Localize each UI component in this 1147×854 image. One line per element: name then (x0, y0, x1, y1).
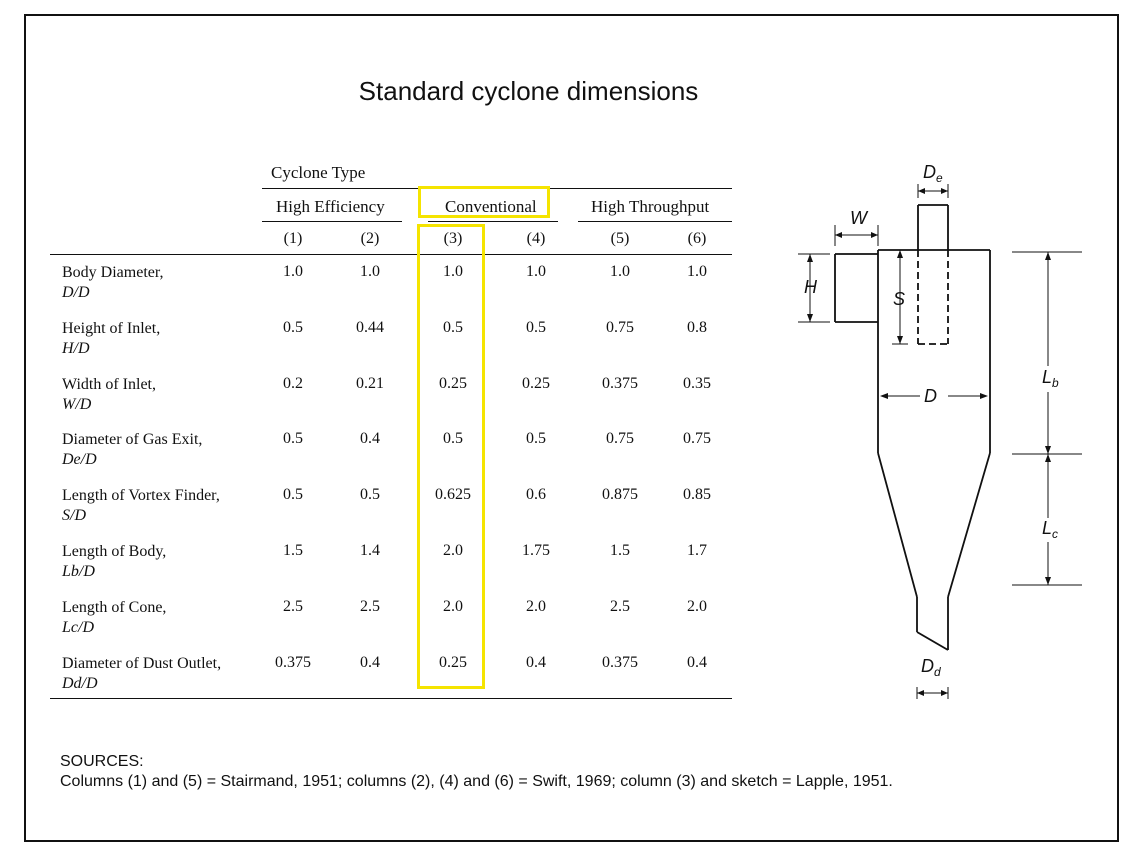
table-cell: 1.0 (526, 263, 546, 280)
header-rule-2c (578, 221, 732, 222)
label-h: H (804, 277, 817, 297)
table-cell: 0.5 (283, 319, 303, 336)
header-rule-3 (50, 254, 732, 255)
table-cell: 0.875 (602, 486, 638, 503)
table-cell: 0.5 (526, 319, 546, 336)
table-cell: 0.375 (275, 654, 311, 671)
table-cell: 1.5 (610, 542, 630, 559)
row-label (62, 430, 202, 470)
table-cell: 1.0 (610, 263, 630, 280)
label-lc: $L_c$ (1042, 518, 1059, 541)
dust-outlet (917, 597, 948, 650)
table-cell: 0.75 (606, 319, 634, 336)
table-cell: 0.75 (683, 430, 711, 447)
table-cell: 0.25 (439, 654, 467, 671)
label-lb: $L_b$ (1042, 367, 1059, 390)
table-cell: 0.4 (526, 654, 546, 671)
column-number-header: (2) (360, 230, 380, 247)
label-w: W (850, 208, 867, 228)
column-3-highlight (417, 224, 485, 689)
sources-heading: SOURCES: (60, 753, 144, 770)
column-number-header: (3) (443, 230, 463, 247)
row-label (62, 375, 156, 415)
row-label-text: Length of Cone, (62, 599, 167, 616)
table-bottom-rule (50, 698, 732, 699)
table-cell: 2.0 (687, 598, 707, 615)
table-cell: 2.5 (360, 598, 380, 615)
row-symbol: W/D (62, 396, 92, 413)
row-symbol: Lc/D (62, 619, 94, 636)
table-cell: 1.0 (443, 263, 463, 280)
label-de: $D_e$ (923, 162, 943, 185)
table-cell: 0.21 (356, 375, 384, 392)
column-number-header: (5) (610, 230, 630, 247)
table-cell: 0.375 (602, 375, 638, 392)
cyclone-type-header: Cyclone Type (271, 163, 366, 182)
table-cell: 0.5 (283, 486, 303, 503)
row-label (62, 542, 166, 582)
cyclone-sketch (790, 150, 1100, 710)
column-number-header: (6) (687, 230, 707, 247)
header-rule-2a (262, 221, 402, 222)
row-label (62, 319, 160, 359)
row-label-text: Diameter of Dust Outlet, (62, 655, 222, 672)
cyclone-cone (878, 453, 990, 597)
cyclone-body (878, 250, 990, 453)
header-rule-2b (428, 221, 558, 222)
column-number-header: (1) (283, 230, 303, 247)
row-label (62, 263, 164, 303)
row-symbol: Dd/D (62, 675, 98, 692)
table-cell: 0.25 (439, 375, 467, 392)
table-cell: 0.85 (683, 486, 711, 503)
table-cell: 1.5 (283, 542, 303, 559)
table-cell: 0.5 (360, 486, 380, 503)
table-cell: 0.625 (435, 486, 471, 503)
slide-title: Standard cyclone dimensions (358, 76, 699, 106)
table-cell: 0.5 (526, 430, 546, 447)
table-cell: 0.8 (687, 319, 707, 336)
type-high-efficiency: High Efficiency (276, 197, 385, 216)
column-number-header: (4) (526, 230, 546, 247)
table-cell: 0.44 (356, 319, 384, 336)
row-label-text: Width of Inlet, (62, 376, 156, 393)
row-label-text: Length of Body, (62, 543, 167, 560)
vortex-finder (918, 250, 948, 344)
table-cell: 0.25 (522, 375, 550, 392)
type-high-throughput: High Throughput (591, 197, 710, 216)
table-cell: 1.7 (687, 542, 707, 559)
label-s: S (893, 289, 906, 309)
table-cell: 0.6 (526, 486, 546, 503)
table-cell: 0.75 (606, 430, 634, 447)
gas-exit-tube (918, 205, 948, 250)
table-cell: 2.5 (610, 598, 630, 615)
label-d: D (924, 386, 937, 406)
label-dd: $D_d$ (921, 656, 941, 679)
table-cell: 2.5 (283, 598, 303, 615)
table-cell: 0.5 (443, 319, 463, 336)
sources-text: Columns (1) and (5) = Stairmand, 1951; columns (2), (4) and (6) = Swift, 1969; column (3) and sketch = Lapple, 1951. (60, 773, 893, 790)
row-symbol: D/D (62, 284, 90, 301)
type-conventional: Conventional (445, 197, 537, 216)
table-cell: 0.5 (283, 430, 303, 447)
table-cell: 0.35 (683, 375, 711, 392)
table-cell: 0.375 (602, 654, 638, 671)
row-label-text: Diameter of Gas Exit, (62, 431, 203, 448)
table-cell: 1.0 (360, 263, 380, 280)
row-label (62, 486, 220, 526)
table-cell: 0.4 (687, 654, 707, 671)
table-cell: 1.0 (687, 263, 707, 280)
table-cell: 0.4 (360, 654, 380, 671)
table-cell: 0.4 (360, 430, 380, 447)
table-cell: 1.75 (522, 542, 550, 559)
row-symbol: S/D (62, 507, 86, 524)
table-cell: 2.0 (443, 598, 463, 615)
row-label (62, 598, 166, 638)
table-cell: 2.0 (526, 598, 546, 615)
table-cell: 1.4 (360, 542, 380, 559)
row-label-text: Body Diameter, (62, 264, 164, 281)
row-label-text: Height of Inlet, (62, 320, 161, 337)
table-cell: 0.5 (443, 430, 463, 447)
inlet-duct (835, 254, 878, 322)
conventional-highlight (418, 186, 550, 218)
row-symbol: H/D (62, 340, 90, 357)
row-label (62, 654, 221, 694)
row-symbol: Lb/D (62, 563, 95, 580)
table-cell: 0.2 (283, 375, 303, 392)
table-cell: 2.0 (443, 542, 463, 559)
table-cell: 1.0 (283, 263, 303, 280)
row-symbol: De/D (62, 451, 97, 468)
row-label-text: Length of Vortex Finder, (62, 487, 220, 504)
